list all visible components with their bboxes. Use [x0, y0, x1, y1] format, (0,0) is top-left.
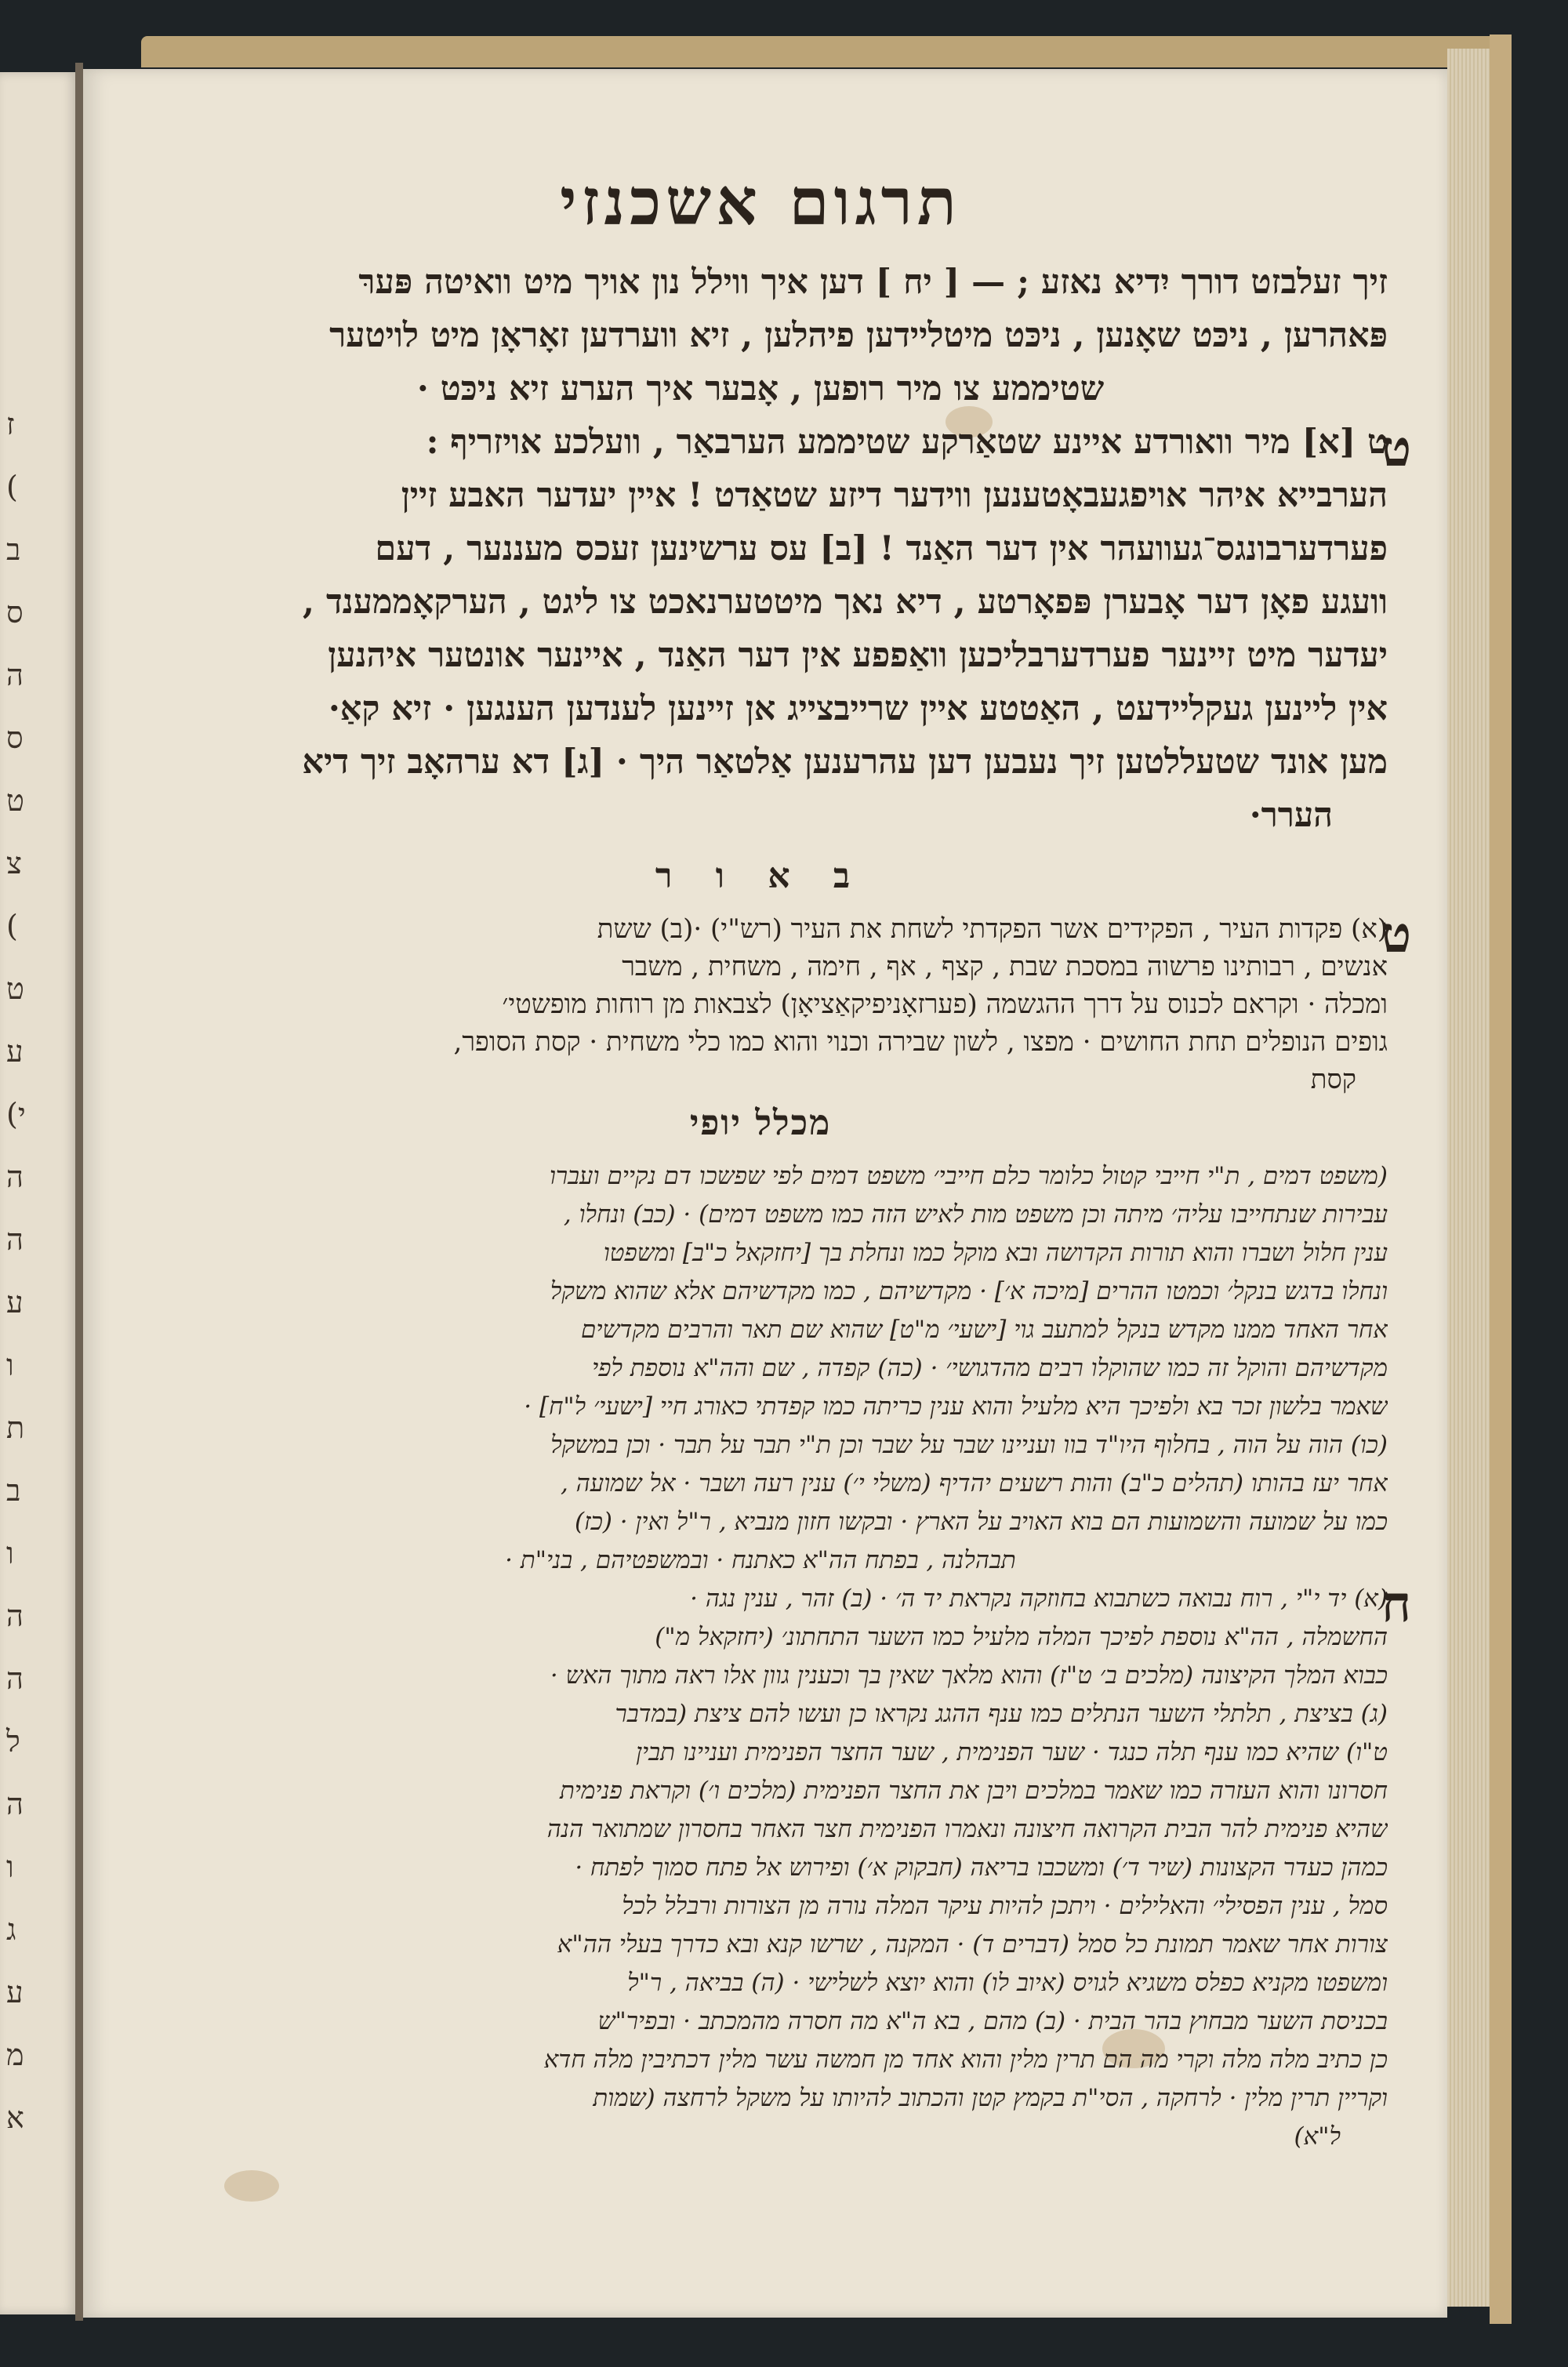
- left-page-text-fragment: ב: [6, 532, 21, 567]
- biur-line: אנשים , רבותינו פרשוה במסכת שבת , קצף , אף , חימה , משחית , משבר: [622, 951, 1388, 982]
- biur-heading: ב א ו ר: [655, 856, 866, 896]
- page-block-edge: [1447, 49, 1496, 2307]
- mikhlal-yofi-heading: מכלל יופי: [689, 1103, 832, 1143]
- commentary-line: כן כתיב מלה מלה וקרי מה הם תרין מלין והוא אחד מן חמשה עשר מלין דכתיבין מלה חדא: [543, 2046, 1388, 2074]
- commentary-line: סמל , ענין הפסילי׳ והאלילים · ויתכן להיות עיקר המלה נורה מן הצורות ורבלל לכל: [622, 1892, 1388, 1920]
- left-page-text-fragment: ט: [6, 971, 24, 1006]
- left-page-text-fragment: צ: [6, 846, 22, 880]
- biur-verse-letter: ט: [1381, 906, 1411, 964]
- translation-line: הערבייא איהר אויפגעבאָטענען ווידער דיזע שטאַדט ! איין יעדער האבע זיין: [401, 476, 1388, 515]
- translation-line: מען אונד שטעללטען זיך נעבען דען עהרענען אַלטאַר היך · [ג] דא ערהאָב זיך דיא: [302, 742, 1388, 782]
- left-page-text-fragment: ע: [6, 1975, 24, 2009]
- commentary-line: ט"ו) שהיא כמו ענף תלה כנגד · שער הפנימית , שער החצר הפנימית ועניינו תבין: [636, 1738, 1388, 1766]
- page-top-edge: [141, 36, 1497, 67]
- commentary-line: עבירות שנתחייבו עליה׳ מיתה וכן משפט מות לאיש הזה כמו משפט דמים) · (כב) ונחלו ,: [563, 1200, 1388, 1229]
- commentary-line: (א) יד י"י , רוח נבואה כשתבוא בחוזקה נקראת יד ה׳ · (ב) זהר , ענין נגה ·: [690, 1585, 1388, 1613]
- commentary-line: צורות אחר שאמר תמונת כל סמל (דברים ד) · המקנה , שרשו קנא ובא כדרך בעלי הה"א: [557, 1930, 1388, 1959]
- biur-section: [133, 906, 1411, 1098]
- commentary-line: מקדשיהם והוקל זה כמו שהוקלו רבים מהדגושי׳ · (כה) קפדה , שם והה"א נוספת לפי: [592, 1354, 1388, 1382]
- translation-line: יעדער מיט זיינער פערדערבליכען וואַפפע אין דער האַנד , איינער אונטער איהנען: [328, 636, 1388, 675]
- left-page-text-fragment: ה: [6, 1787, 24, 1821]
- commentary-line: כמו על שמועה והשמועות הם בוא האויב על הארץ · ובקשו חזון מנביא , ר"ל ואין · (כז): [574, 1508, 1388, 1536]
- book-gutter: [75, 63, 83, 2321]
- translation-line: שטיממע צו מיר רופען , אָבער איך הערע זיא ניכּט ·: [416, 369, 1105, 408]
- left-page-text-fragment: (י: [6, 1097, 26, 1131]
- left-page-text-fragment: ס: [6, 595, 24, 630]
- left-page-text-fragment: ע: [6, 1285, 24, 1320]
- paper-stain: [224, 2170, 279, 2202]
- left-page-text-fragment: ו: [6, 1536, 14, 1570]
- commentary-line: בכניסת השער מבחוץ בהר הבית · (ב) מהם , בא ה"א מה חסרה מהמכתב · ובפיר"ש: [597, 2007, 1388, 2035]
- commentary-line: תבהלנה , בפתח הה"א כאתנח · ובמשפטיהם , בני"ת ·: [505, 1546, 1016, 1574]
- translation-verse-letter: ט: [1381, 419, 1411, 478]
- page-title: תרגום אשכנזי: [560, 165, 961, 240]
- left-page-text-fragment: ה: [6, 658, 24, 692]
- biur-line: ומכלה · וקראם לכנוס על דרך ההגשמה (פערזאָניפיקאַציאָן) לצבאות מן רוחות מופשטי׳: [502, 989, 1388, 1020]
- left-page-text-fragment: ה: [6, 1160, 24, 1194]
- biur-line: קסת: [1310, 1064, 1356, 1095]
- translation-line: וועגע פאָן דער אָבערן פּפאָרטע , דיא נאך מיטטערנאכט צו ליגט , הערקאָממענד ,: [303, 583, 1388, 622]
- biur-line: (א) פקדות העיר , הפקידים אשר הפקדתי לשחת את העיר (רש"י) ·(ב) ששת: [597, 913, 1388, 945]
- left-page-text-fragment: מ: [6, 2038, 24, 2072]
- translation-line: ט [א] מיר וואורדע איינע שטאַרקע שטיממע הערבאַר , וועלכע אויזריף :: [426, 423, 1388, 462]
- commentary-line: ונחלו בדגש בנקל׳ וכמטו ההרים [מיכה א׳] · מקדשיהם , כמו מקדשיהם אלא שהוא משקל: [550, 1277, 1388, 1305]
- left-page-text-fragment: ה: [6, 1661, 24, 1696]
- left-page-text-fragment: ס: [6, 721, 24, 755]
- translation-line: פערדערבונגס־געוועהר אין דער האַנד ! [ב] עס ערשינען זעכס מעננער , דעם: [375, 529, 1388, 568]
- commentary-line: כבוא המלך הקיצונה (מלכים ב׳ ט"ז) והוא מלאך שאין בך וכענין גוון אלו ראה מתוך האש ·: [550, 1661, 1388, 1690]
- commentary-line: (ג) בציצת , תלתלי השער הנתלים כמו ענף ההגג נקראו כן ועשו להם ציצת (במדבר: [615, 1700, 1388, 1728]
- translation-section: [133, 256, 1411, 842]
- commentary-line: וקריין תרין מלין · לרחקה , הסי"ת בקמץ קטן והכתוב להיותו על משקל לרחצה (שמות: [593, 2084, 1388, 2112]
- page-content: [133, 165, 1411, 2156]
- translation-line: אין ליינען געקליידעט , האַטטע איין שרייבצייג אן זיינען לענדען הענגען · זיא קאַ·: [328, 689, 1388, 728]
- left-page-text-fragment: ז: [6, 407, 15, 441]
- chapter-8-verse-letter: ח: [1381, 1575, 1411, 1634]
- left-page-text-fragment: ט: [6, 783, 24, 818]
- facing-left-page: [0, 72, 78, 2314]
- commentary-line: חסרונו והוא העזרה כמו שאמר במלכים ויבן את החצר הפנימית (מלכים ו׳) וקראת פנימית: [560, 1777, 1388, 1805]
- commentary-line: שאמר בלשון זכר בא ולפיכך היא מלעיל והוא ענין כריתה כמו קפדתי כאורג חיי [ישעי׳ ל"ח] ·: [524, 1392, 1388, 1421]
- left-page-text-fragment: ו: [6, 1850, 14, 1884]
- commentary-line: (כו) הוה על הוה , בחלוף היו"ד בוו ועניינו שבר על שבר וכן ת"י תבר על תבר · וכן במשקל: [550, 1431, 1388, 1459]
- biur-line: גופים הנופלים תחת החושים · מפצו , לשון שבירה וכנוי והוא כמו כלי משחית · קסת הסופר,: [453, 1026, 1388, 1058]
- left-page-text-fragment: ע: [6, 1034, 24, 1069]
- commentary-line: שהיא פנימית להר הבית הקרואה חיצונה ונאמרו הפנימית חצר האחר בחסרון שמתואר הנה: [546, 1815, 1388, 1843]
- commentary-line: (משפט דמים , ת"י חייבי קטול כלומר כלם חייבי׳ משפט דמים לפי שפשכו דם נקיים ועברו: [549, 1162, 1388, 1190]
- left-page-text-fragment: (: [6, 909, 18, 943]
- commentary-line: כמהן כעדר הקצונות (שיר ד׳) ומשכבו בריאה (חבקוק א׳) ופירוש אל פתח סמוך לפתח ·: [575, 1853, 1388, 1882]
- left-page-text-fragment: ל: [6, 1724, 20, 1759]
- book-cover-edge: [1490, 34, 1512, 2324]
- left-page-text-fragment: ג: [6, 1912, 16, 1947]
- translation-line: זיך זעלבזט דורך יִדיא נאזע ; — [ יח ] דען איך ווילל נון אויך מיט וואיטה פּערּ: [358, 263, 1388, 302]
- left-page-text-fragment: א: [6, 2100, 24, 2135]
- commentary-line: ענין חלול ושברו והוא תורות הקדושה ובא מוקל כמו ונחלת בך [יחזקאל כ"ב] ומשפטו: [603, 1239, 1388, 1267]
- mikhlal-yofi-chapter-8: [133, 1575, 1411, 2156]
- left-page-text-fragment: ת: [6, 1410, 25, 1445]
- left-page-text-fragment: ו: [6, 1348, 14, 1382]
- left-page-text-fragment: ב: [6, 1473, 21, 1508]
- left-page-text-fragment: (: [6, 470, 18, 504]
- translation-line: פּאהרען , ניכּט שאָנען , ניכּט מיטליידען פיהלען , זיא ווערדען זאָראָן מיט לויטער: [329, 316, 1388, 355]
- commentary-line: אחר האחד ממנו מקדש בנקל למתעב גוי [ישעי׳ מ"ט] שהוא שם תאר והרבים מקדשים: [581, 1316, 1388, 1344]
- left-page-text-fragment: ה: [6, 1222, 24, 1257]
- translation-line: הערר·: [1249, 796, 1333, 835]
- commentary-line: החשמלה , הה"א נוספת לפיכך המלה מלעיל כמו השער התחתונ׳ (יחזקאל מ"): [655, 1623, 1388, 1651]
- commentary-line: אחר יעז בהותו (תהלים כ"ב) והות רשעים יהדיף (משלי י׳) ענין רעה ושבר · אל שמועה ,: [560, 1469, 1388, 1498]
- left-page-text-fragment: ה: [6, 1599, 24, 1633]
- commentary-line: ומשפטו מקניא כפלס משגיא לגויס (איוב לו) והוא יוצא לשלישי · (ה) בביאה , ר"ל: [627, 1969, 1388, 1997]
- mikhlal-yofi-section: [133, 1157, 1388, 1580]
- commentary-line: ל"א): [1294, 2122, 1341, 2151]
